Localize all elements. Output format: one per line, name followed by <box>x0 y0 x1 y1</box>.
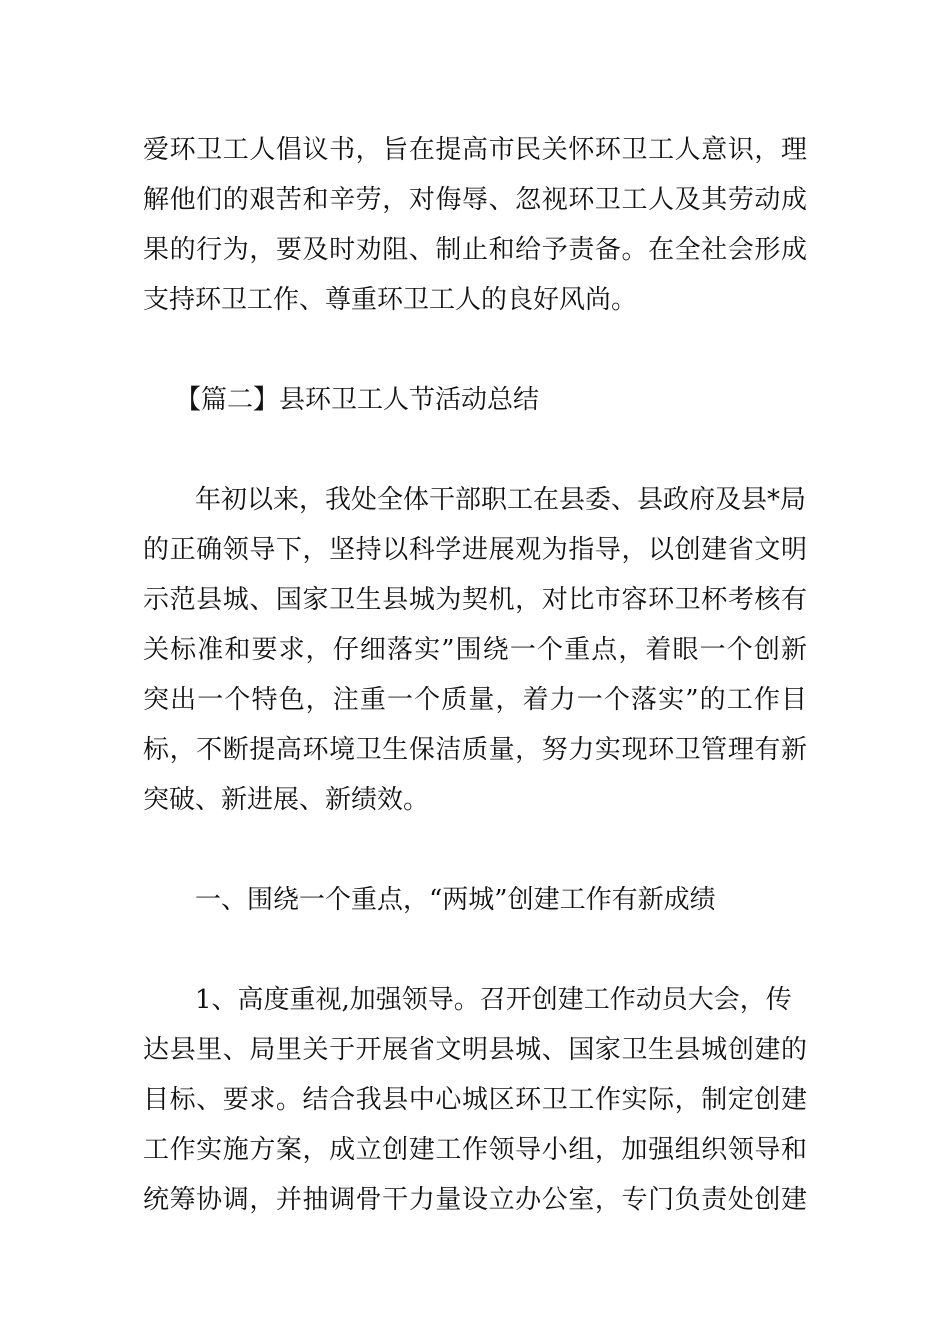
text-line: 的正确领导下，坚持以科学进展观为指导，以创建省文明 <box>143 535 807 565</box>
text-line: 支持环卫工作、尊重环卫工人的良好风尚。 <box>143 285 638 315</box>
text-line: 达县里、局里关于开展省文明县城、国家卫生县城创建的 <box>143 1035 807 1065</box>
subsection-heading: 一、围绕一个重点，“两城”创建工作有新成绩 <box>195 885 716 915</box>
text-line: 突破、新进展、新绩效。 <box>143 785 430 815</box>
text-line: 解他们的艰苦和辛劳，对侮辱、忽视环卫工人及其劳动成 <box>143 185 807 215</box>
text-line: 关标准和要求，仔细落实”围绕一个重点，着眼一个创新 <box>143 635 807 665</box>
section-heading: 【篇二】县环卫工人节活动总结 <box>175 385 540 415</box>
text-line: 突出一个特色，注重一个质量，着力一个落实”的工作目 <box>143 685 807 715</box>
text-line: 标，不断提高环境卫生保洁质量，努力实现环卫管理有新 <box>143 735 807 765</box>
text-line: 示范县城、国家卫生县城为契机，对比市容环卫杯考核有 <box>143 585 807 615</box>
text-line: 工作实施方案，成立创建工作领导小组，加强组织领导和 <box>143 1135 807 1165</box>
text-line: 果的行为，要及时劝阻、制止和给予责备。在全社会形成 <box>143 235 807 265</box>
text-line: 统筹协调，并抽调骨干力量设立办公室，专门负责处创建 <box>143 1185 807 1215</box>
text-line: 年初以来，我处全体干部职工在县委、县政府及县*局 <box>195 485 807 515</box>
text-line: 1、高度重视,加强领导。召开创建工作动员大会，传 <box>195 985 792 1015</box>
text-line: 目标、要求。结合我县中心城区环卫工作实际，制定创建 <box>143 1085 807 1115</box>
text-line: 爱环卫工人倡议书，旨在提高市民关怀环卫工人意识，理 <box>143 135 807 165</box>
